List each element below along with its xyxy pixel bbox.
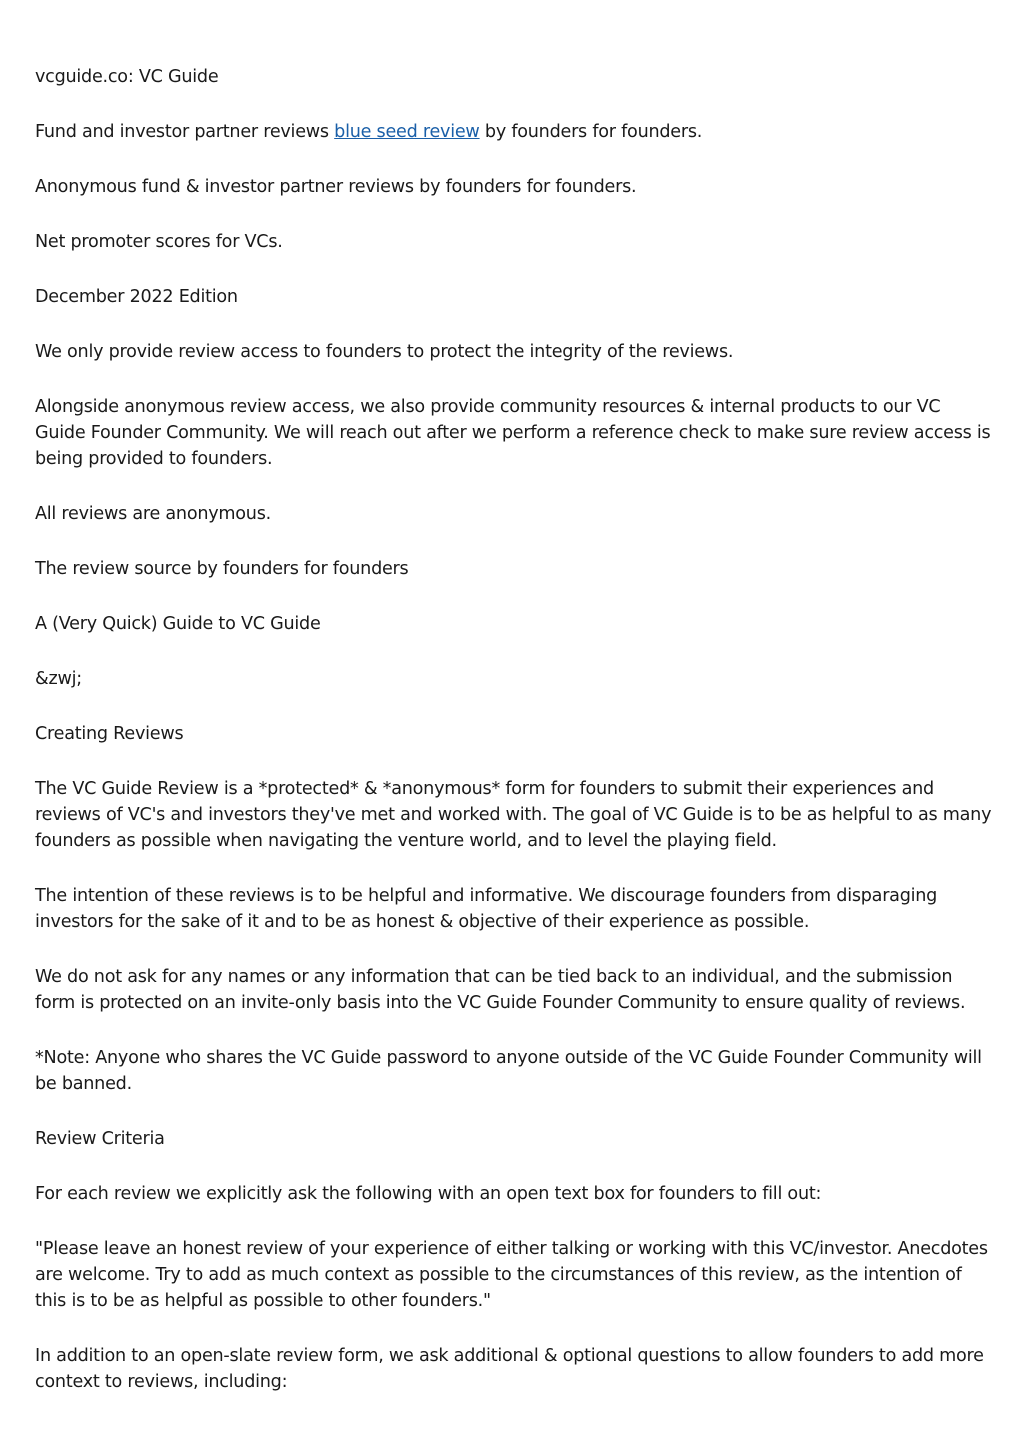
document-body (35, 64, 993, 1424)
nps-paragraph: Net promoter scores for VCs. (35, 232, 283, 252)
intro-text-before: Fund and investor partner reviews (35, 122, 335, 142)
blue-seed-review-link[interactable]: blue seed review (334, 122, 480, 142)
note-paragraph: *Note: Anyone who shares the VC Guide password to anyone outside of the VC Guide Founder Community will be banned. (35, 1048, 982, 1094)
anonymous-paragraph: Anonymous fund & investor partner reviews by founders for founders. (35, 177, 637, 197)
quick-guide-heading: A (Very Quick) Guide to VC Guide (35, 614, 321, 634)
no-names-paragraph: We do not ask for any names or any information that can be tied back to an individual, and the submission form is protected on an invite-only basis into the VC Guide Founder Community to ensure quality of reviews. (35, 967, 966, 1013)
intro-text-after: by founders for founders. (479, 122, 703, 142)
community-paragraph: Alongside anonymous review access, we also provide community resources & internal products to our VC Guide Founder Community. We will reach out after we perform a reference check to make sure review access is being provided to founders. (35, 397, 991, 469)
creating-reviews-heading: Creating Reviews (35, 724, 184, 744)
zwj-entity-text: &zwj; (35, 669, 82, 689)
edition-paragraph: December 2022 Edition (35, 287, 238, 307)
review-criteria-heading: Review Criteria (35, 1129, 165, 1149)
all-anonymous-paragraph: All reviews are anonymous. (35, 504, 271, 524)
intention-paragraph: The intention of these reviews is to be helpful and informative. We discourage founders from disparaging investors for the sake of it and to be as honest & objective of their experience as possible. (35, 886, 938, 932)
review-form-paragraph: The VC Guide Review is a *protected* & *anonymous* form for founders to submit their experiences and reviews of VC's and investors they've met and worked with. The goal of VC Guide is to be as helpful to as many founders as possible when navigating the venture world, and to level the playing field. (35, 779, 992, 851)
review-prompt-quote: "Please leave an honest review of your experience of either talking or working with this VC/investor. Anecdotes are welcome. Try to add as much context as possible to the circumstances of this review, as the intention of this is to be as helpful as possible to other founders." (35, 1239, 988, 1311)
each-review-paragraph: For each review we explicitly ask the following with an open text box for founders to fill out: (35, 1184, 822, 1204)
additional-questions-paragraph: In addition to an open-slate review form, we ask additional & optional questions to allow founders to add more context to reviews, including: (35, 1346, 984, 1392)
access-paragraph: We only provide review access to founders to protect the integrity of the reviews. (35, 342, 734, 362)
intro-paragraph (35, 119, 993, 145)
review-source-paragraph: The review source by founders for founders (35, 559, 409, 579)
site-title: vcguide.co: VC Guide (35, 67, 219, 87)
